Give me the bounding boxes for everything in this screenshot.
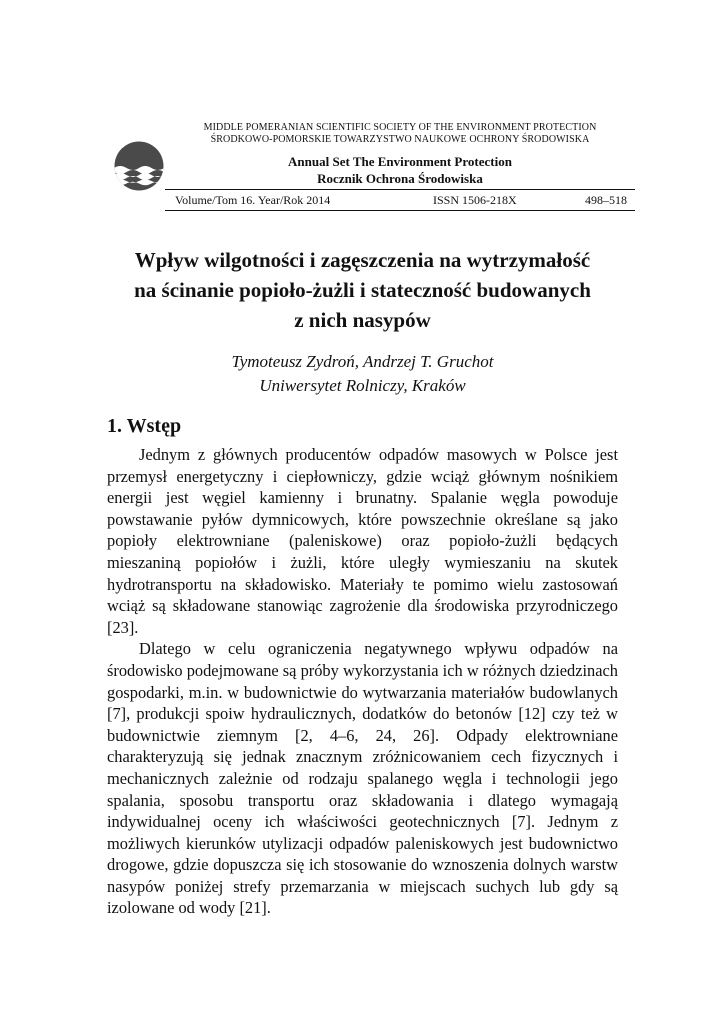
section-heading: 1. Wstęp (107, 415, 182, 437)
paragraph: Dlatego w celu ograniczenia negatywnego wpływu odpadów na środowisko podejmowane są próby wykorzystania ich w różnych dziedzinach gospodarki, m.in. w budownictwie do wytwarzania materiałów budowlanych [7], produkcji spoiw hydraulicznych, dodatków do betonów [12] czy też w budownictwie ziemnym [2, 4–6, 24, 26]. Odpady elektrowniane charakteryzują się jednak znacznym zróżnicowaniem cech fizycznych i mechanicznych zależnie od rodzaju spalanego węgla i technologii jego spalania, sposobu transportu oraz składowania i dlatego wymagają indywidualnej oceny ich właściwości geotechnicznych [7]. Jednym z możliwych kierunków utylizacji odpadów paleniskowych jest budownictwo drogowe, gdzie dopuszcza się ich stosowanie do wznoszenia dolnych warstw nasypów poniżej strefy przemarzania w miejscach suchych lub gdy są izolowane od wody [21]. (107, 639, 618, 918)
journal-name-en: Annual Set The Environment Protection (288, 154, 512, 169)
authors: Tymoteusz Zydroń, Andrzej T. Gruchot (231, 352, 494, 371)
issn: ISSN 1506-218X (433, 193, 517, 207)
journal-names (165, 153, 635, 187)
society-logo-icon (114, 141, 164, 191)
volume-year: Volume/Tom 16. Year/Rok 2014 (175, 193, 331, 207)
article-title (90, 245, 635, 335)
page-range: 498–518 (585, 193, 627, 207)
society-name-en: MIDDLE POMERANIAN SCIENTIFIC SOCIETY OF THE ENVIRONMENT PROTECTION (203, 122, 597, 133)
journal-name-pl: Rocznik Ochrona Środowiska (317, 171, 483, 186)
paragraph: Jednym z głównych producentów odpadów masowych w Polsce jest przemysł energetyczny i ciepłowniczy, gdzie wciąż głównym nośnikiem energii jest węgiel kamienny i brunatny. Spalanie węgla powoduje powstawanie pyłów dymnicowych, które powszechnie określane są jako popioły elektrowniane (paleniskowe) oraz popioło-żużli będących mieszaniną popiołów i żużli, które uległy wymieszaniu na skutek hydrotransportu na składowisko. Materiały te pomimo wielu zastosowań wciąż są składowane stanowiąc zagrożenie dla środowiska przyrodniczego [23]. (107, 445, 618, 637)
society-name-pl: ŚRODKOWO-POMORSKIE TOWARZYSTWO NAUKOWE OCHRONY ŚRODOWISKA (210, 134, 590, 145)
title-line: z nich nasypów (294, 308, 431, 332)
title-line: na ścinanie popioło-żużli i stateczność budowanych (134, 278, 591, 302)
volume-bar (165, 189, 635, 211)
author-block (90, 350, 635, 398)
title-line: Wpływ wilgotności i zagęszczenia na wytrzymałość (134, 248, 591, 272)
society-names (165, 122, 635, 146)
affiliation: Uniwersytet Rolniczy, Kraków (259, 376, 466, 395)
section-body (107, 444, 618, 919)
